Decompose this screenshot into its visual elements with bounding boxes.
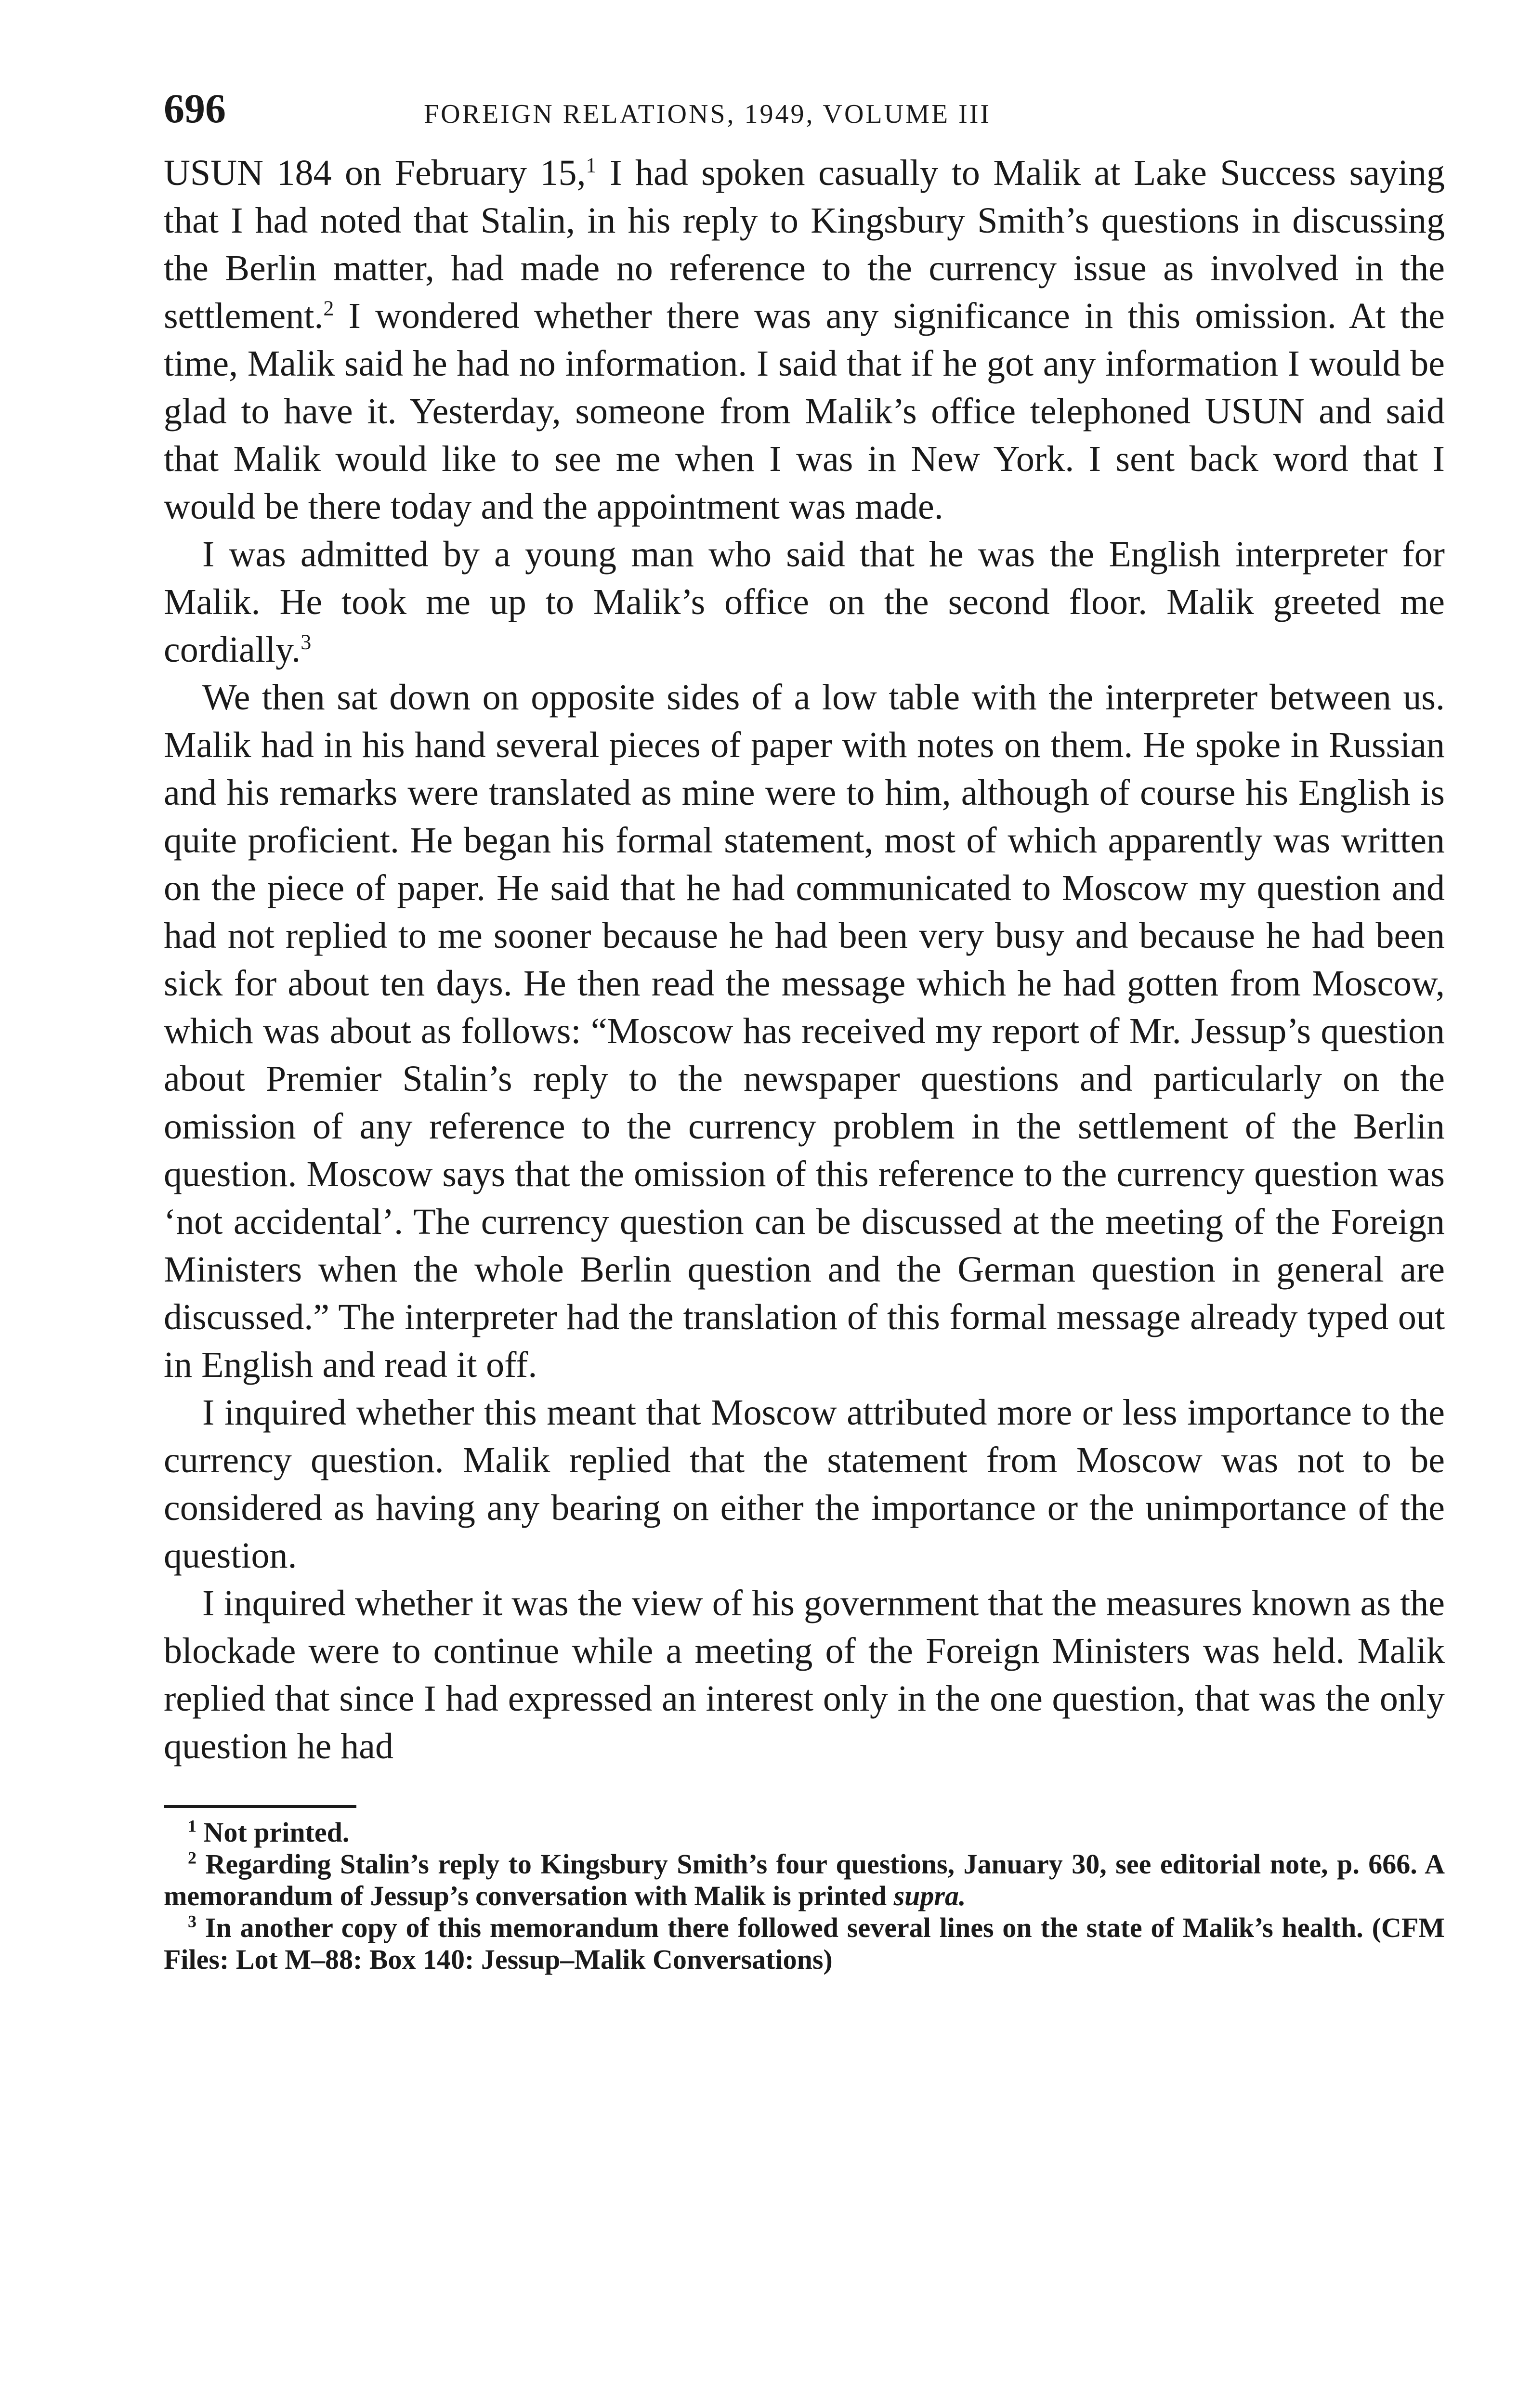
body-paragraph (164, 149, 1445, 531)
body-paragraph (164, 1580, 1445, 1770)
page-number: 696 (164, 85, 226, 131)
body-text (164, 149, 1445, 1770)
body-paragraph (164, 674, 1445, 1389)
footnote (164, 1817, 1445, 1848)
footnote (164, 1912, 1445, 1976)
page (164, 77, 1445, 1976)
text-run: I inquired whether it was the view of his government that the measures known as the blockade were to continue while a meeting of the Foreign Ministers was held. Malik replied that since I had expressed an interest only in the one question, that was the only question he had (164, 1583, 1445, 1767)
body-paragraph (164, 1389, 1445, 1580)
footnotes (164, 1817, 1445, 1976)
footnote-ref: 1 (188, 1816, 196, 1836)
footnote-ref: 3 (188, 1911, 196, 1931)
footnote-ref: 2 (323, 296, 334, 320)
text-run: Not printed. (196, 1817, 350, 1848)
running-title: FOREIGN RELATIONS, 1949, VOLUME III (424, 99, 992, 129)
body-paragraph (164, 531, 1445, 674)
text-run: We then sat down on opposite sides of a low table with the interpreter between us. Malik had in his hand several pieces of paper with notes on them. He spoke in Russian and his remarks were translated as mine were to him, although of course his English is quite proficient. He began his formal statement, most of which apparently was written on the piece of paper. He said that he had communicated to Moscow my question and had not replied to me sooner because he had been very busy and because he had been sick for about ten days. He then read the message which he had gotten from Moscow, which was about as follows: “Moscow has received my report of Mr. Jessup’s question about Premier Stalin’s reply to the newspaper questions and particularly on the omission of any reference to the currency problem in the settlement of the Berlin question. Moscow says that the omission of this reference to the currency question was ‘not accidental’. The currency question can be discussed at the meeting of the Foreign Ministers when the whole Berlin question and the German question in general are discussed.” The interpreter had the translation of this formal message already typed out in English and read it off. (164, 677, 1445, 1385)
footnote-ref: 3 (301, 630, 312, 654)
footnote (164, 1848, 1445, 1912)
footnote-rule (164, 1805, 356, 1808)
footnote-ref: 1 (586, 153, 597, 177)
text-run: In another copy of this memorandum there followed several lines on the state of Malik’s health. (CFM Files: Lot M–88: Box 140: Jessup–Malik Conversations) (164, 1912, 1445, 1975)
running-head (164, 77, 1445, 140)
text-run: I inquired whether this meant that Moscow attributed more or less importance to the currency question. Malik replied that the statement from Moscow was not to be considered as having any bearing on either the importance or the unimportance of the question. (164, 1392, 1445, 1576)
text-run: I had spoken casually to Malik at Lake Success saying that I had noted that Stalin, in his reply to Kingsbury Smith’s questions in discussing the Berlin matter, had made no reference to the currency issue as involved in the settlement. (164, 153, 1445, 336)
text-run: USUN 184 on February 15, (164, 153, 586, 193)
text-run: I wondered whether there was any significance in this omission. At the time, Malik said he had no information. I said that if he got any information I would be glad to have it. Yesterday, someone from Malik’s office telephoned USUN and said that Malik would like to see me when I was in New York. I sent back word that I would be there today and the appointment was made. (164, 296, 1445, 527)
text-run: Regarding Stalin’s reply to Kingsbury Smith’s four questions, January 30, see editorial note, p. 666. A memorandum of Jessup’s conversation with Malik is printed (164, 1848, 1445, 1911)
italic-text: supra. (893, 1880, 966, 1911)
text-run: I was admitted by a young man who said that he was the English interpreter for Malik. He took me up to Malik’s office on the second floor. Malik greeted me cordially. (164, 534, 1445, 670)
footnote-ref: 2 (188, 1848, 196, 1868)
